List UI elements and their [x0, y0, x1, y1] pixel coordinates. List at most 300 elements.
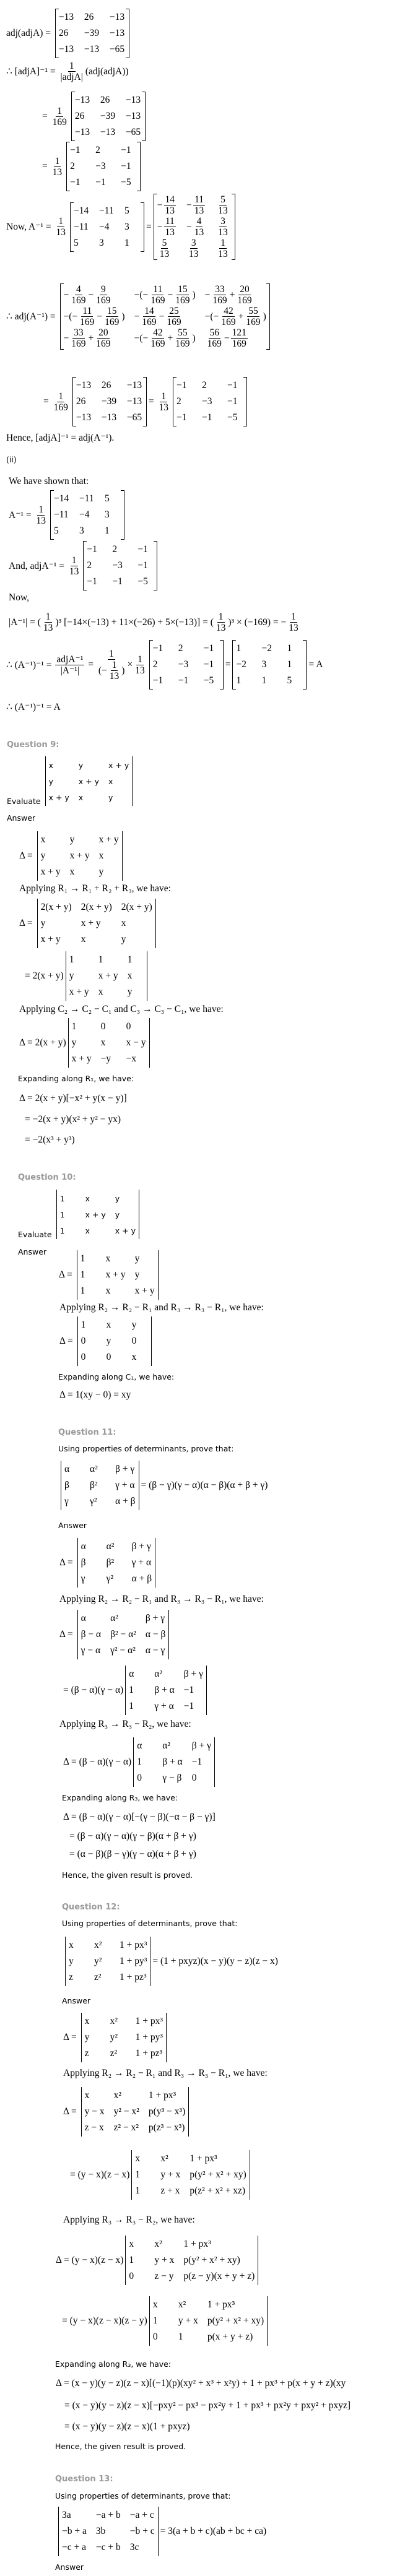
- matrix-cell: 1: [80, 1253, 85, 1264]
- matrix-cell: 1: [80, 1286, 85, 1296]
- math-line: [25, 951, 149, 1001]
- matrix-cell: −1: [95, 177, 106, 188]
- matrix-cell: β²: [90, 1480, 98, 1490]
- denominator: 13: [289, 623, 298, 633]
- matrix-cell: −1: [203, 643, 214, 654]
- matrix-cell: x²: [94, 1940, 102, 1950]
- matrix-cell: 1: [81, 1320, 86, 1330]
- math-line: [42, 142, 142, 191]
- fraction: [158, 391, 170, 413]
- matrix-cell: [203, 327, 268, 349]
- matrix-cell: −1: [137, 560, 148, 571]
- matrix-cell: 26: [84, 12, 94, 22]
- numerator: 1: [58, 216, 64, 227]
- matrix-cell: −13: [58, 44, 74, 54]
- matrix-cell: 2: [152, 659, 158, 670]
- matrix-cell: −13: [74, 127, 90, 137]
- math-text: Applying R₃ → R₃ − R₂, we have:: [59, 1719, 191, 1729]
- math-text: Δ = (y − x)(z − x): [56, 2255, 124, 2265]
- matrix-cell: x + y: [98, 970, 118, 981]
- matrix-cell: −1: [178, 675, 189, 686]
- math-text: =: [85, 659, 96, 670]
- math-text: Using properties of determinants, prove that:: [58, 1444, 234, 1453]
- determinant: [61, 1461, 139, 1510]
- fraction: [164, 194, 176, 216]
- matrix-cell: 0: [106, 1352, 111, 1362]
- matrix-cell: β + γ: [145, 1613, 165, 1623]
- matrix-cell: −1: [203, 659, 214, 670]
- matrix-cell: 1: [105, 525, 110, 536]
- matrix-cell: y: [106, 1336, 111, 1346]
- matrix-cell: [203, 306, 268, 327]
- matrix-cell: y: [98, 867, 104, 877]
- math-text: −(−: [134, 289, 149, 300]
- denominator: 169: [207, 339, 222, 349]
- matrix-cell: α + β: [131, 1573, 152, 1584]
- math-text: = 3(a + b + c)(ab + bc + ca): [160, 2526, 267, 2536]
- math-text: Answer: [18, 1247, 47, 1256]
- determinant: [77, 1538, 156, 1588]
- numerator: 33: [74, 327, 84, 338]
- fraction: [79, 306, 95, 327]
- matrix-cell: −3: [95, 161, 106, 171]
- denominator: 169: [142, 317, 157, 327]
- matrix-cell: −39: [100, 111, 116, 121]
- matrix-cell: β + γ: [183, 1669, 203, 1679]
- matrix-cell: z − y: [154, 2271, 174, 2281]
- math-text: |A⁻¹| = (: [9, 617, 41, 628]
- math-text: Applying R₃ → R₃ − R₂, we have:: [63, 2215, 195, 2225]
- matrix-cell: −2: [236, 659, 246, 670]
- math-text: ): [192, 289, 196, 300]
- math-text: +: [167, 332, 173, 344]
- denominator: 13: [56, 227, 66, 238]
- matrix-cell: −1: [112, 576, 123, 587]
- fraction: [193, 194, 206, 216]
- math-text: −: [63, 332, 69, 344]
- matrix-cell: y²: [94, 1956, 102, 1966]
- math-text: Question 12:: [62, 1903, 120, 1912]
- matrix-cell: x²: [110, 2016, 118, 2026]
- matrix-cell: [214, 238, 233, 259]
- numerator: 14: [165, 194, 175, 205]
- text-line: [18, 1074, 134, 1083]
- numerator: 1: [161, 391, 167, 402]
- text-line: [58, 1521, 87, 1530]
- matrix-cell: α − β: [145, 1629, 166, 1640]
- determinant: [77, 1250, 159, 1300]
- matrix-cell: 0: [81, 1352, 86, 1362]
- numerator: 4: [76, 284, 81, 295]
- matrix-cell: 2: [176, 396, 181, 407]
- text-line: [58, 1444, 234, 1453]
- numerator: 11: [153, 284, 163, 295]
- determinant: [81, 2013, 167, 2062]
- math-line: [59, 1719, 191, 1730]
- math-text: −: [159, 311, 165, 322]
- math-text: = (β − α)(γ − α)(γ − β)(α + β + γ): [69, 1831, 196, 1841]
- math-text: +: [229, 289, 235, 300]
- denominator: 169: [96, 295, 111, 306]
- matrix-cell: 2: [178, 643, 183, 654]
- matrix-cell: [62, 284, 133, 306]
- matrix-cell: −13: [100, 127, 116, 137]
- denominator: 13: [165, 227, 175, 238]
- math-text: Evaluate: [7, 797, 43, 806]
- math-line: [9, 490, 126, 540]
- matrix-cell: x: [84, 2090, 90, 2101]
- matrix-cell: [62, 327, 133, 349]
- matrix-cell: 1 + px³: [189, 2153, 217, 2164]
- numerator: 1: [54, 155, 60, 166]
- fraction: [35, 504, 48, 526]
- math-line: [6, 701, 61, 713]
- matrix-cell: p(y² + x² + xy): [183, 2255, 240, 2265]
- fraction: [51, 106, 68, 128]
- math-line: [56, 2378, 346, 2389]
- matrix-cell: 1 + px³: [207, 2299, 235, 2310]
- matrix-cell: 3: [105, 509, 110, 520]
- determinant: [125, 2236, 258, 2285]
- matrix-cell: −b + a: [62, 2526, 87, 2536]
- matrix-cell: x: [69, 1940, 74, 1950]
- math-line: [62, 2296, 269, 2346]
- matrix-cell: −39: [84, 28, 100, 38]
- math-text: = (x − y)(y − z)(z − x)[−pxy² − px³ − px²y + 1 + px³ + px²y + pxy² + pxyz]: [64, 2400, 351, 2411]
- math-text: ∴ [adjA]⁻¹ =: [6, 66, 58, 77]
- matrix-cell: 1: [69, 954, 74, 965]
- math-text: Δ =: [59, 1336, 76, 1346]
- math-text: Applying R₂ → R₂ − R₁ and R₃ → R₃ − R₁, we have:: [59, 1302, 264, 1313]
- math-text: Δ = (β − α)(γ − α)[−(γ − β)(−α − β − γ)]: [63, 1812, 216, 1822]
- denominator: 169: [52, 116, 67, 128]
- numerator: 42: [153, 327, 163, 338]
- math-text: (adj(adjA)): [85, 66, 129, 77]
- math-text: ): [121, 311, 125, 322]
- determinant: [45, 756, 133, 806]
- numerator: 11: [82, 306, 92, 316]
- matrix-cell: −13: [109, 12, 125, 22]
- matrix-cell: x + y: [108, 760, 129, 770]
- math-text: +: [238, 311, 244, 322]
- fraction: [231, 327, 248, 349]
- matrix-cell: γ: [81, 1573, 85, 1584]
- fraction: [211, 284, 228, 306]
- math-text: Answer: [7, 813, 36, 823]
- math-line: [6, 283, 272, 350]
- matrix-cell: 2: [202, 380, 207, 391]
- numerator: 5: [162, 238, 167, 248]
- math-line: [19, 831, 124, 881]
- denominator: 169: [150, 295, 165, 306]
- matrix-cell: x²: [154, 2239, 162, 2249]
- matrix-cell: −1: [176, 380, 187, 391]
- matrix-cell: β² − α²: [110, 1629, 136, 1640]
- matrix-cell: γ + α: [154, 1701, 174, 1711]
- denominator: |adjA|: [60, 72, 83, 82]
- matrix-cell: x + y: [78, 776, 100, 786]
- matrix-cell: [155, 194, 185, 216]
- matrix-cell: −1: [227, 380, 238, 391]
- denominator: |A⁻¹|: [60, 665, 79, 676]
- fraction: [149, 327, 166, 349]
- matrix-cell: x − y: [126, 1037, 146, 1048]
- fraction: [217, 194, 229, 216]
- math-text: ∴ adj(A⁻¹) =: [6, 311, 58, 322]
- numerator: 20: [240, 284, 250, 295]
- fraction: [55, 654, 84, 676]
- numerator: 3: [191, 238, 196, 248]
- matrix-cell: β: [81, 1557, 86, 1568]
- matrix-cell: −5: [227, 412, 238, 423]
- matrix-cell: 1: [59, 1193, 65, 1203]
- matrix-cell: 26: [74, 111, 85, 121]
- matrix-cell: y + x: [154, 2255, 175, 2265]
- math-text: =: [42, 111, 50, 121]
- matrix-cell: x: [108, 776, 113, 786]
- denominator: 13: [218, 227, 228, 238]
- math-line: [63, 2068, 268, 2079]
- matrix-cell: x: [106, 1320, 111, 1330]
- numerator: 42: [224, 306, 233, 316]
- denominator: 13: [159, 249, 170, 259]
- matrix-cell: −13: [126, 380, 142, 391]
- matrix-cell: y + x: [160, 2169, 181, 2180]
- matrix-cell: γ − β: [162, 1773, 182, 1783]
- text-line: [55, 2491, 231, 2500]
- math-line: [69, 1849, 196, 1860]
- math-line: [19, 899, 158, 948]
- matrix-cell: x + y: [40, 867, 61, 877]
- math-text: ×: [127, 659, 133, 670]
- matrix-cell: p(z − y)(x + y + z): [183, 2271, 255, 2281]
- math-text: )³ [−14×(−13) + 11×(−26) + 5×(−13)] = (: [55, 616, 214, 628]
- question-heading: [62, 1903, 120, 1912]
- matrix-cell: 26: [58, 28, 69, 38]
- matrix-cell: x: [69, 867, 75, 877]
- matrix-cell: z: [84, 2048, 89, 2059]
- matrix-cell: 1: [127, 954, 133, 965]
- matrix-cell: x + y: [81, 918, 101, 928]
- math-line: [42, 92, 147, 141]
- matrix-cell: −1: [152, 643, 163, 654]
- matrix-cell: −5: [121, 177, 131, 188]
- determinant: [66, 951, 147, 1001]
- math-line: [63, 1666, 209, 1715]
- matrix-cell: 1: [152, 2315, 158, 2326]
- fraction: [159, 238, 171, 259]
- determinant: [65, 1937, 150, 1986]
- matrix-cell: y: [71, 1037, 77, 1048]
- matrix-cell: 3: [99, 237, 104, 248]
- math-text: ): [192, 332, 196, 344]
- math-line: [63, 1737, 217, 1787]
- matrix-cell: x: [85, 1225, 90, 1235]
- numerator: 1: [57, 105, 63, 116]
- math-text: −(−: [134, 332, 149, 344]
- fraction: [70, 327, 87, 349]
- math-line: [9, 476, 89, 487]
- matrix-cell: y² − x²: [113, 2106, 139, 2117]
- matrix-cell: x: [98, 850, 104, 861]
- text-line: [55, 2359, 171, 2369]
- math-text: = (β − γ)(γ − α)(α − β)(α + β + γ): [141, 1480, 268, 1490]
- matrix-cell: [155, 238, 185, 259]
- matrix-cell: y: [78, 760, 84, 770]
- math-line: [6, 194, 237, 260]
- math-text: Question 11:: [58, 1428, 116, 1437]
- matrix-cell: α: [64, 1464, 70, 1474]
- matrix-cell: 3c: [129, 2542, 139, 2552]
- matrix-cell: x: [81, 934, 86, 944]
- math-text: (ii): [6, 455, 17, 464]
- numerator: 1: [291, 612, 296, 622]
- matrix: [66, 142, 141, 191]
- matrix-cell: [214, 194, 233, 216]
- matrix-cell: γ + α: [115, 1480, 135, 1490]
- matrix-cell: y: [84, 2032, 90, 2042]
- fraction: [95, 284, 111, 306]
- matrix-cell: x²: [160, 2153, 168, 2164]
- math-text: −: [186, 199, 192, 210]
- numerator: 56: [209, 327, 220, 338]
- math-text: Δ = 1(xy − 0) = xy: [59, 1390, 131, 1400]
- math-line: [25, 1135, 75, 1146]
- math-text: Δ = (β − α)(γ − α): [63, 1757, 132, 1767]
- math-text: −(−: [204, 311, 219, 322]
- matrix-cell: p(y² + x² + xy): [189, 2169, 246, 2180]
- matrix-cell: 1: [129, 1685, 134, 1695]
- matrix: [232, 640, 307, 689]
- math-line: [59, 1610, 171, 1659]
- matrix-cell: 1: [261, 675, 267, 686]
- fraction: [220, 306, 237, 327]
- matrix-cell: α + β: [115, 1496, 136, 1506]
- math-text: −: [204, 289, 211, 300]
- matrix-cell: −1: [183, 1685, 194, 1695]
- matrix-cell: y²: [110, 2032, 118, 2042]
- matrix-cell: x: [105, 1286, 111, 1296]
- fraction: [217, 216, 229, 238]
- matrix-cell: −c + a: [62, 2542, 86, 2552]
- determinant: [125, 1666, 207, 1715]
- matrix-cell: x: [135, 2153, 141, 2164]
- matrix-cell: x: [105, 1253, 111, 1264]
- fraction: [174, 327, 191, 349]
- matrix-cell: z + x: [160, 2185, 180, 2196]
- matrix-cell: 1: [236, 643, 242, 654]
- matrix-cell: −39: [101, 396, 117, 407]
- math-text: +: [88, 332, 94, 344]
- matrix-cell: [185, 194, 214, 216]
- matrix-cell: α: [129, 1669, 134, 1679]
- math-text: A⁻¹ =: [9, 509, 34, 521]
- matrix-cell: 0: [152, 2332, 158, 2342]
- text-line: [55, 2442, 186, 2451]
- math-line: [70, 2150, 252, 2200]
- matrix: [83, 541, 157, 590]
- matrix-cell: 1: [59, 1225, 65, 1235]
- matrix-cell: [133, 327, 203, 349]
- matrix-cell: 1 + px³: [183, 2239, 211, 2249]
- matrix-cell: z²: [110, 2048, 118, 2059]
- math-text: =: [146, 221, 152, 232]
- denominator: 169: [71, 295, 86, 306]
- matrix-cell: −11: [54, 509, 69, 520]
- math-text: Δ =: [19, 850, 35, 861]
- matrix-cell: 1: [129, 2255, 134, 2265]
- matrix-cell: z²: [94, 1972, 102, 1982]
- math-text: = (1 + pxyz)(x − y)(y − z)(z − x): [152, 1956, 278, 1966]
- math-text: = (y − x)(z − x)(z − y): [62, 2315, 147, 2326]
- math-text: −: [157, 199, 163, 210]
- matrix-cell: 0: [131, 1336, 137, 1346]
- matrix: [71, 92, 146, 141]
- matrix-cell: 5: [287, 675, 292, 686]
- matrix-cell: −1: [87, 576, 97, 587]
- text-line: [58, 1372, 174, 1381]
- math-text: Answer: [62, 1996, 91, 2005]
- matrix: [50, 490, 124, 540]
- denominator: 169: [221, 317, 236, 327]
- math-text: = −2(x³ + y³): [25, 1135, 75, 1145]
- matrix-cell: −13: [109, 28, 125, 38]
- math-line: [9, 592, 29, 603]
- denominator: 13: [194, 227, 204, 238]
- matrix-cell: β + γ: [191, 1740, 211, 1751]
- matrix-cell: 1 + px³: [135, 2016, 163, 2026]
- matrix-cell: γ² − α²: [110, 1645, 136, 1656]
- math-line: [43, 377, 249, 426]
- matrix-cell: x + y: [134, 1286, 155, 1296]
- matrix-cell: y: [127, 987, 133, 997]
- denominator: 13: [159, 402, 168, 413]
- matrix-cell: −13: [76, 412, 92, 423]
- math-line: [63, 1812, 216, 1823]
- matrix-cell: −65: [125, 127, 141, 137]
- denominator: 169: [212, 295, 227, 306]
- math-text: =: [43, 396, 51, 407]
- matrix-cell: 5: [74, 237, 79, 248]
- matrix-cell: −x: [126, 1053, 137, 1064]
- math-text: Expanding along R₃, we have:: [55, 2359, 172, 2369]
- matrix: [72, 377, 147, 426]
- numerator: 1: [220, 238, 225, 248]
- matrix-cell: 1 + py³: [120, 1956, 147, 1966]
- numerator: 1: [45, 612, 51, 622]
- math-text: = A: [308, 659, 323, 670]
- matrix-cell: γ²: [90, 1496, 97, 1506]
- matrix-cell: 2(x + y): [81, 902, 112, 912]
- matrix: [60, 283, 270, 350]
- numerator: 25: [169, 306, 179, 316]
- matrix-cell: 2: [70, 161, 75, 171]
- math-text: =: [42, 161, 50, 171]
- determinant: [68, 1018, 150, 1068]
- matrix-cell: γ: [64, 1496, 69, 1506]
- matrix-cell: α²: [90, 1464, 98, 1474]
- math-line: [64, 2421, 190, 2432]
- matrix-cell: 1 + pz³: [120, 1972, 147, 1982]
- fraction: [95, 327, 111, 349]
- math-text: Δ =: [63, 2032, 79, 2042]
- math-text: −: [134, 311, 140, 322]
- matrix-cell: −2: [261, 643, 272, 654]
- math-line: [6, 640, 323, 689]
- matrix-cell: x: [129, 2239, 134, 2249]
- matrix-cell: −13: [126, 396, 142, 407]
- matrix-cell: y: [115, 1209, 120, 1219]
